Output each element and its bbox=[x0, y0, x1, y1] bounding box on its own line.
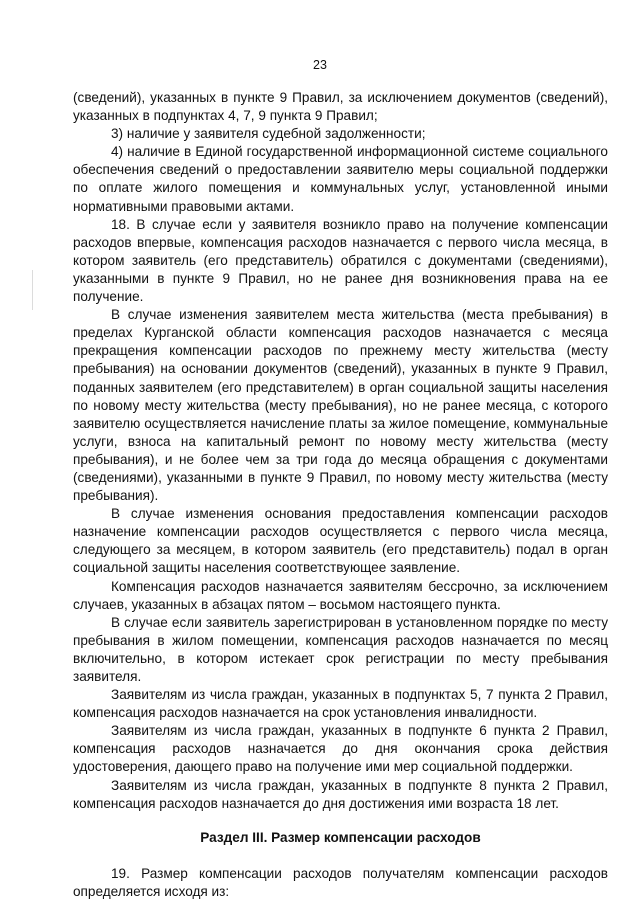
paragraph: В случае изменения заявителем места жительства (места пребывания) в пределах Курганской области компенсация расходов назначается с месяца прекращения компенсации расходов по прежнему месту жительства (месту пребывания) на основании документов (сведений), указанных в пункте 9 Правил, поданных заявителем (его представителем) в орган социальной защиты населения по новому месту жительства (месту пребывания), но не ранее месяца, с которого заявителю осуществляется начисление платы за жилое помещение, коммунальные услуги, взноса на капитальный ремонт по новому месту жительства (месту пребывания), и не более чем за три года до месяца обращения с документами (сведениями), указанными в пункте 9 Правил, по новому месту жительства (месту пребывания). bbox=[73, 307, 608, 504]
paragraph: 19. Размер компенсации расходов получателям компенсации расходов определяется исходя из: bbox=[73, 865, 608, 899]
paragraph: Заявителям из числа граждан, указанных в подпунктах 5, 7 пункта 2 Правил, компенсация расходов назначается на срок установления инвалидности. bbox=[73, 687, 608, 721]
paragraph: (сведений), указанных в пункте 9 Правил, за исключением документов (сведений), указанных в подпунктах 4, 7, 9 пункта 9 Правил; bbox=[73, 90, 608, 124]
paragraph: 3) наличие у заявителя судебной задолженности; bbox=[111, 126, 426, 142]
paragraph: Компенсация расходов назначается заявителям бессрочно, за исключением случаев, указанных в абзацах пятом – восьмом настоящего пункта. bbox=[73, 578, 608, 612]
paragraph: Заявителям из числа граждан, указанных в подпункте 6 пункта 2 Правил, компенсация расходов назначается до дня окончания срока действия удостоверения, дающего право на получение ими мер социальной поддержки. bbox=[73, 723, 608, 775]
document-body bbox=[73, 89, 608, 901]
page-number: 23 bbox=[313, 58, 327, 72]
paragraph: 4) наличие в Единой государственной информационной системе социального обеспечения сведений о предоставлении заявителю меры социальной поддержки по оплате жилого помещения и коммунальных услуг, установленной иными нормативными правовыми актами. bbox=[73, 144, 608, 214]
section-heading: Раздел III. Размер компенсации расходов bbox=[200, 829, 481, 845]
scan-margin-mark bbox=[32, 270, 33, 310]
paragraph: В случае если заявитель зарегистрирован в установленном порядке по месту пребывания в жилом помещении, компенсация расходов назначается по месяц включительно, в котором истекает срок регистрации по месту пребывания заявителя. bbox=[73, 614, 608, 684]
paragraph: В случае изменения основания предоставления компенсации расходов назначение компенсации расходов осуществляется с первого числа месяца, следующего за месяцем, в котором заявитель (его представитель) подал в орган социальной защиты населения соответствующее заявление. bbox=[73, 506, 608, 576]
paragraph: Заявителям из числа граждан, указанных в подпункте 8 пункта 2 Правил, компенсация расходов назначается до дня достижения ими возраста 18 лет. bbox=[73, 777, 608, 811]
paragraph: 18. В случае если у заявителя возникло право на получение компенсации расходов впервые, компенсация расходов назначается с первого числа месяца, в котором заявитель (его представитель) обратился с документами (сведениями), указанными в пункте 9 Правил, но не ранее дня возникновения права на ее получение. bbox=[73, 216, 608, 305]
